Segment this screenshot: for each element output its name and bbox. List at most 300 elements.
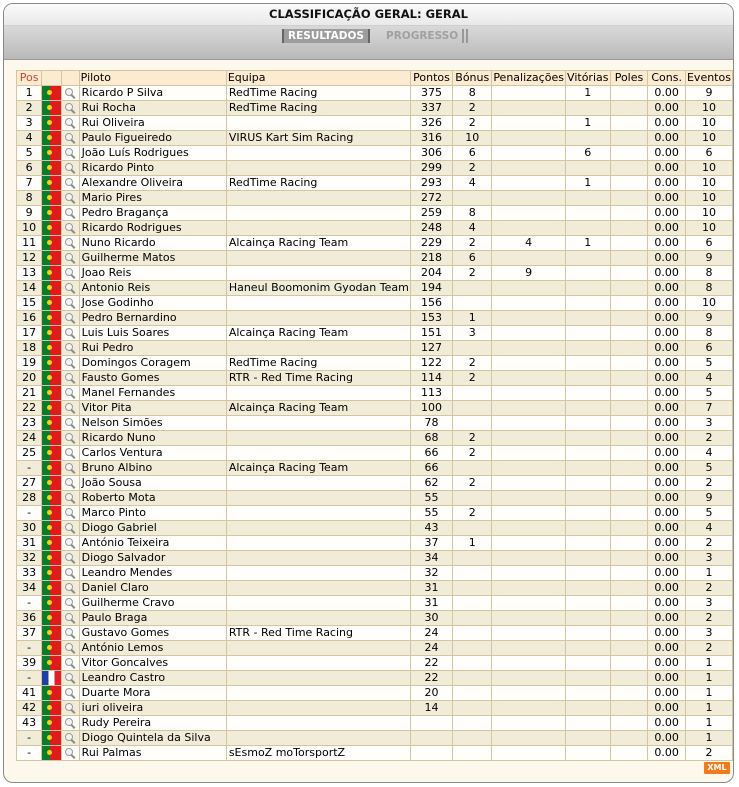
cell-piloto[interactable]: Luis Luis Soares xyxy=(79,326,226,341)
cell-vitorias xyxy=(565,161,610,176)
cell-poles xyxy=(610,161,648,176)
cell-flag xyxy=(42,641,62,656)
magnifier-icon[interactable] xyxy=(63,462,77,475)
cell-detail[interactable] xyxy=(62,416,79,431)
cell-piloto[interactable]: Diogo Salvador xyxy=(79,551,226,566)
table-row xyxy=(17,101,733,116)
col-header-flag xyxy=(42,71,62,86)
cell-piloto[interactable]: Paulo Figueiredo xyxy=(79,131,226,146)
cell-detail[interactable] xyxy=(62,431,79,446)
cell-equipa xyxy=(226,341,410,356)
standings-body xyxy=(17,86,733,761)
cell-detail[interactable] xyxy=(62,101,79,116)
flag-portugal-icon xyxy=(42,251,61,265)
cell-piloto[interactable]: António Teixeira xyxy=(79,536,226,551)
cell-piloto[interactable]: Rudy Pereira xyxy=(79,716,226,731)
magnifier-icon[interactable] xyxy=(63,642,77,655)
cell-eventos: 1 xyxy=(685,731,732,746)
cell-penalizacoes xyxy=(492,746,566,761)
flag-portugal-icon xyxy=(42,176,61,190)
cell-detail[interactable] xyxy=(62,686,79,701)
cell-detail[interactable] xyxy=(62,716,79,731)
cell-pontos: 43 xyxy=(410,521,452,536)
col-header-pontos[interactable]: Pontos xyxy=(410,71,452,86)
cell-eventos: 2 xyxy=(685,536,732,551)
cell-vitorias xyxy=(565,461,610,476)
tab-progresso[interactable]: PROGRESSO xyxy=(382,29,464,43)
cell-equipa xyxy=(226,566,410,581)
magnifier-icon[interactable] xyxy=(63,522,77,535)
cell-penalizacoes xyxy=(492,566,566,581)
flag-portugal-icon xyxy=(42,191,61,205)
cell-pos: 30 xyxy=(17,521,42,536)
cell-flag xyxy=(42,101,62,116)
cell-detail[interactable] xyxy=(62,356,79,371)
cell-penalizacoes xyxy=(492,206,566,221)
flag-portugal-icon xyxy=(42,266,61,280)
cell-piloto[interactable]: Carlos Ventura xyxy=(79,446,226,461)
cell-pos: 20 xyxy=(17,371,42,386)
cell-poles xyxy=(610,656,648,671)
cell-detail[interactable] xyxy=(62,281,79,296)
cell-eventos: 5 xyxy=(685,356,732,371)
cell-poles xyxy=(610,146,648,161)
cell-equipa xyxy=(226,446,410,461)
cell-equipa: VIRUS Kart Sim Racing xyxy=(226,131,410,146)
cell-cons: 0.00 xyxy=(648,716,686,731)
cell-piloto[interactable]: Leandro Mendes xyxy=(79,566,226,581)
cell-eventos: 10 xyxy=(685,296,732,311)
cell-piloto[interactable]: João Luís Rodrigues xyxy=(79,146,226,161)
cell-poles xyxy=(610,86,648,101)
flag-portugal-icon xyxy=(42,296,61,310)
magnifier-icon[interactable] xyxy=(63,207,77,220)
table-row xyxy=(17,251,733,266)
cell-poles xyxy=(610,176,648,191)
cell-penalizacoes xyxy=(492,701,566,716)
cell-poles xyxy=(610,521,648,536)
standings-table xyxy=(16,70,733,761)
cell-piloto[interactable]: Fausto Gomes xyxy=(79,371,226,386)
cell-equipa: Alcainça Racing Team xyxy=(226,326,410,341)
cell-equipa xyxy=(226,521,410,536)
cell-pontos: 24 xyxy=(410,641,452,656)
cell-detail[interactable] xyxy=(62,311,79,326)
cell-penalizacoes xyxy=(492,191,566,206)
cell-vitorias xyxy=(565,326,610,341)
cell-detail[interactable] xyxy=(62,296,79,311)
cell-detail[interactable] xyxy=(62,206,79,221)
cell-piloto[interactable]: Ricardo P Silva xyxy=(79,86,226,101)
cell-piloto[interactable]: Duarte Mora xyxy=(79,686,226,701)
cell-pos: 19 xyxy=(17,356,42,371)
cell-flag xyxy=(42,536,62,551)
cell-piloto[interactable]: Rui Pedro xyxy=(79,341,226,356)
table-row xyxy=(17,581,733,596)
cell-piloto[interactable]: Marco Pinto xyxy=(79,506,226,521)
magnifier-icon[interactable] xyxy=(63,552,77,565)
cell-detail[interactable] xyxy=(62,476,79,491)
cell-piloto[interactable]: Ricardo Pinto xyxy=(79,161,226,176)
cell-penalizacoes xyxy=(492,281,566,296)
col-header-piloto[interactable]: Piloto xyxy=(79,71,226,86)
cell-detail[interactable] xyxy=(62,521,79,536)
cell-flag xyxy=(42,131,62,146)
cell-piloto[interactable]: iuri oliveira xyxy=(79,701,226,716)
magnifier-icon[interactable] xyxy=(63,387,77,400)
cell-piloto[interactable]: Roberto Mota xyxy=(79,491,226,506)
cell-detail[interactable] xyxy=(62,221,79,236)
cell-pontos: 55 xyxy=(410,506,452,521)
cell-piloto[interactable]: Ricardo Rodrigues xyxy=(79,221,226,236)
cell-vitorias: 1 xyxy=(565,116,610,131)
cell-piloto[interactable]: António Lemos xyxy=(79,641,226,656)
cell-cons: 0.00 xyxy=(648,626,686,641)
magnifier-icon[interactable] xyxy=(63,312,77,325)
magnifier-icon[interactable] xyxy=(63,657,77,670)
cell-detail[interactable] xyxy=(62,746,79,761)
cell-piloto[interactable]: Leandro Castro xyxy=(79,671,226,686)
flag-portugal-icon xyxy=(42,116,61,130)
cell-detail[interactable] xyxy=(62,341,79,356)
cell-bonus xyxy=(453,746,492,761)
cell-pontos: 20 xyxy=(410,686,452,701)
cell-detail[interactable] xyxy=(62,581,79,596)
cell-detail[interactable] xyxy=(62,491,79,506)
cell-pos: 31 xyxy=(17,536,42,551)
cell-equipa xyxy=(226,191,410,206)
cell-cons: 0.00 xyxy=(648,86,686,101)
cell-detail[interactable] xyxy=(62,86,79,101)
cell-cons: 0.00 xyxy=(648,281,686,296)
cell-pos: 27 xyxy=(17,476,42,491)
table-row xyxy=(17,161,733,176)
cell-piloto[interactable]: Pedro Bragança xyxy=(79,206,226,221)
magnifier-icon[interactable] xyxy=(63,177,77,190)
cell-pontos: 31 xyxy=(410,581,452,596)
flag-portugal-icon xyxy=(42,476,61,490)
cell-eventos: 4 xyxy=(685,446,732,461)
magnifier-icon[interactable] xyxy=(63,267,77,280)
cell-piloto[interactable]: Alexandre Oliveira xyxy=(79,176,226,191)
magnifier-icon[interactable] xyxy=(63,132,77,145)
cell-pos: 5 xyxy=(17,146,42,161)
cell-pos: 8 xyxy=(17,191,42,206)
magnifier-icon[interactable] xyxy=(63,297,77,310)
cell-poles xyxy=(610,596,648,611)
cell-equipa xyxy=(226,431,410,446)
cell-detail[interactable] xyxy=(62,131,79,146)
cell-cons: 0.00 xyxy=(648,746,686,761)
magnifier-icon[interactable] xyxy=(63,282,77,295)
cell-piloto[interactable]: Guilherme Matos xyxy=(79,251,226,266)
magnifier-icon[interactable] xyxy=(63,687,77,700)
cell-pontos: 30 xyxy=(410,611,452,626)
cell-pos: 25 xyxy=(17,446,42,461)
cell-flag xyxy=(42,416,62,431)
cell-pos: 3 xyxy=(17,116,42,131)
cell-bonus xyxy=(453,626,492,641)
magnifier-icon[interactable] xyxy=(63,102,77,115)
flag-portugal-icon xyxy=(42,656,61,670)
cell-piloto[interactable]: João Sousa xyxy=(79,476,226,491)
cell-penalizacoes xyxy=(492,521,566,536)
cell-pos: 21 xyxy=(17,386,42,401)
cell-bonus: 6 xyxy=(453,251,492,266)
cell-piloto[interactable]: Antonio Reis xyxy=(79,281,226,296)
cell-cons: 0.00 xyxy=(648,476,686,491)
cell-poles xyxy=(610,221,648,236)
cell-detail[interactable] xyxy=(62,446,79,461)
cell-piloto[interactable]: Diogo Quintela da Silva xyxy=(79,731,226,746)
cell-detail[interactable] xyxy=(62,626,79,641)
magnifier-icon[interactable] xyxy=(63,447,77,460)
cell-bonus: 2 xyxy=(453,476,492,491)
cell-cons: 0.00 xyxy=(648,491,686,506)
cell-penalizacoes xyxy=(492,416,566,431)
cell-pontos: 22 xyxy=(410,671,452,686)
magnifier-icon[interactable] xyxy=(63,627,77,640)
flag-portugal-icon xyxy=(42,566,61,580)
cell-detail[interactable] xyxy=(62,251,79,266)
cell-piloto[interactable]: Jose Godinho xyxy=(79,296,226,311)
cell-vitorias xyxy=(565,716,610,731)
magnifier-icon[interactable] xyxy=(63,357,77,370)
cell-cons: 0.00 xyxy=(648,371,686,386)
cell-bonus xyxy=(453,281,492,296)
cell-detail[interactable] xyxy=(62,176,79,191)
cell-detail[interactable] xyxy=(62,551,79,566)
cell-detail[interactable] xyxy=(62,116,79,131)
magnifier-icon[interactable] xyxy=(63,87,77,100)
cell-detail[interactable] xyxy=(62,371,79,386)
cell-piloto[interactable]: Bruno Albino xyxy=(79,461,226,476)
cell-eventos: 6 xyxy=(685,341,732,356)
magnifier-icon[interactable] xyxy=(63,222,77,235)
cell-detail[interactable] xyxy=(62,266,79,281)
cell-pontos: 68 xyxy=(410,431,452,446)
cell-pos: 36 xyxy=(17,611,42,626)
flag-portugal-icon xyxy=(42,611,61,625)
magnifier-icon[interactable] xyxy=(63,507,77,520)
cell-equipa xyxy=(226,731,410,746)
cell-bonus xyxy=(453,416,492,431)
magnifier-icon[interactable] xyxy=(63,327,77,340)
cell-piloto[interactable]: Daniel Claro xyxy=(79,581,226,596)
cell-piloto[interactable]: Joao Reis xyxy=(79,266,226,281)
magnifier-icon[interactable] xyxy=(63,477,77,490)
cell-piloto[interactable]: Guilherme Cravo xyxy=(79,596,226,611)
cell-detail[interactable] xyxy=(62,701,79,716)
cell-eventos: 5 xyxy=(685,386,732,401)
cell-pos: 39 xyxy=(17,656,42,671)
cell-piloto[interactable]: Nelson Simões xyxy=(79,416,226,431)
cell-eventos: 10 xyxy=(685,131,732,146)
cell-piloto[interactable]: Rui Rocha xyxy=(79,101,226,116)
magnifier-icon[interactable] xyxy=(63,747,77,760)
cell-detail[interactable] xyxy=(62,401,79,416)
cell-piloto[interactable]: Vitor Pita xyxy=(79,401,226,416)
cell-detail[interactable] xyxy=(62,161,79,176)
cell-bonus xyxy=(453,491,492,506)
cell-pontos: 14 xyxy=(410,701,452,716)
cell-piloto[interactable]: Vitor Goncalves xyxy=(79,656,226,671)
cell-equipa xyxy=(226,296,410,311)
cell-detail[interactable] xyxy=(62,641,79,656)
table-row xyxy=(17,461,733,476)
cell-piloto[interactable]: Diogo Gabriel xyxy=(79,521,226,536)
col-header-penalizacoes[interactable]: Penalizações xyxy=(493,71,564,84)
cell-detail[interactable] xyxy=(62,191,79,206)
magnifier-icon[interactable] xyxy=(63,402,77,415)
cell-equipa: Haneul Boomonim Gyodan Team xyxy=(226,281,410,296)
col-header-eventos[interactable]: Eventos xyxy=(686,71,731,84)
col-header-pos[interactable]: Pos xyxy=(17,71,42,86)
cell-detail[interactable] xyxy=(62,596,79,611)
cell-eventos: 3 xyxy=(685,596,732,611)
tab-resultados[interactable]: RESULTADOS xyxy=(282,29,370,43)
magnifier-icon[interactable] xyxy=(63,702,77,715)
cell-equipa xyxy=(226,386,410,401)
magnifier-icon[interactable] xyxy=(63,732,77,745)
cell-bonus: 2 xyxy=(453,446,492,461)
cell-bonus xyxy=(453,341,492,356)
cell-pos: - xyxy=(17,746,42,761)
cell-penalizacoes xyxy=(492,326,566,341)
cell-piloto[interactable]: Domingos Coragem xyxy=(79,356,226,371)
cell-piloto[interactable]: Gustavo Gomes xyxy=(79,626,226,641)
magnifier-icon[interactable] xyxy=(63,147,77,160)
col-header-equipa[interactable]: Equipa xyxy=(226,71,410,86)
cell-eventos: 4 xyxy=(685,521,732,536)
cell-flag xyxy=(42,746,62,761)
cell-piloto[interactable]: Pedro Bernardino xyxy=(79,311,226,326)
magnifier-icon[interactable] xyxy=(63,612,77,625)
magnifier-icon[interactable] xyxy=(63,192,77,205)
cell-detail[interactable] xyxy=(62,326,79,341)
magnifier-icon[interactable] xyxy=(63,717,77,730)
cell-detail[interactable] xyxy=(62,386,79,401)
cell-piloto[interactable]: Ricardo Nuno xyxy=(79,431,226,446)
cell-penalizacoes xyxy=(492,551,566,566)
xml-export-button[interactable]: XML xyxy=(704,762,730,774)
cell-poles xyxy=(610,731,648,746)
magnifier-icon[interactable] xyxy=(63,597,77,610)
cell-poles xyxy=(610,506,648,521)
cell-detail[interactable] xyxy=(62,566,79,581)
cell-penalizacoes xyxy=(492,581,566,596)
cell-penalizacoes xyxy=(492,341,566,356)
cell-pontos: 114 xyxy=(410,371,452,386)
magnifier-icon[interactable] xyxy=(63,417,77,430)
magnifier-icon[interactable] xyxy=(63,492,77,505)
cell-equipa xyxy=(226,551,410,566)
cell-piloto[interactable]: Nuno Ricardo xyxy=(79,236,226,251)
tab-bar xyxy=(4,26,733,60)
table-row xyxy=(17,431,733,446)
magnifier-icon[interactable] xyxy=(63,162,77,175)
cell-eventos: 8 xyxy=(685,281,732,296)
cell-cons: 0.00 xyxy=(648,191,686,206)
flag-portugal-icon xyxy=(42,311,61,325)
cell-detail[interactable] xyxy=(62,611,79,626)
cell-poles xyxy=(610,266,648,281)
cell-vitorias xyxy=(565,356,610,371)
magnifier-icon[interactable] xyxy=(63,672,77,685)
cell-flag xyxy=(42,476,62,491)
cell-piloto[interactable]: Paulo Braga xyxy=(79,611,226,626)
cell-bonus xyxy=(453,671,492,686)
cell-flag xyxy=(42,296,62,311)
tab-divider xyxy=(466,29,468,43)
cell-cons: 0.00 xyxy=(648,506,686,521)
cell-vitorias xyxy=(565,566,610,581)
cell-cons: 0.00 xyxy=(648,116,686,131)
magnifier-icon[interactable] xyxy=(63,237,77,250)
cell-detail[interactable] xyxy=(62,506,79,521)
table-row xyxy=(17,206,733,221)
table-row xyxy=(17,356,733,371)
col-header-poles[interactable]: Poles xyxy=(610,71,648,86)
cell-detail[interactable] xyxy=(62,671,79,686)
cell-cons: 0.00 xyxy=(648,701,686,716)
cell-detail[interactable] xyxy=(62,146,79,161)
cell-flag xyxy=(42,176,62,191)
cell-vitorias xyxy=(565,686,610,701)
cell-flag xyxy=(42,581,62,596)
table-row xyxy=(17,146,733,161)
magnifier-icon[interactable] xyxy=(63,117,77,130)
cell-piloto[interactable]: Mario Pires xyxy=(79,191,226,206)
cell-piloto[interactable]: Rui Oliveira xyxy=(79,116,226,131)
window-title: CLASSIFICAÇÃO GERAL: GERAL xyxy=(4,4,733,26)
cell-eventos: 9 xyxy=(685,311,732,326)
cell-poles xyxy=(610,206,648,221)
cell-detail[interactable] xyxy=(62,656,79,671)
flag-portugal-icon xyxy=(42,101,61,115)
table-row xyxy=(17,551,733,566)
cell-cons: 0.00 xyxy=(648,731,686,746)
cell-eventos: 10 xyxy=(685,206,732,221)
cell-piloto[interactable]: Rui Palmas xyxy=(79,746,226,761)
cell-detail[interactable] xyxy=(62,731,79,746)
cell-flag xyxy=(42,596,62,611)
magnifier-icon[interactable] xyxy=(63,582,77,595)
col-header-cons[interactable]: Cons. xyxy=(648,71,686,86)
cell-equipa xyxy=(226,671,410,686)
cell-bonus xyxy=(453,731,492,746)
magnifier-icon[interactable] xyxy=(63,432,77,445)
cell-detail[interactable] xyxy=(62,536,79,551)
cell-detail[interactable] xyxy=(62,461,79,476)
magnifier-icon[interactable] xyxy=(63,567,77,580)
magnifier-icon[interactable] xyxy=(63,537,77,550)
cell-piloto[interactable]: Manel Fernandes xyxy=(79,386,226,401)
magnifier-icon[interactable] xyxy=(63,372,77,385)
cell-flag xyxy=(42,566,62,581)
cell-bonus: 2 xyxy=(453,371,492,386)
magnifier-icon[interactable] xyxy=(63,342,77,355)
cell-pos: 15 xyxy=(17,296,42,311)
col-header-bonus[interactable]: Bónus xyxy=(453,71,492,86)
cell-poles xyxy=(610,686,648,701)
magnifier-icon[interactable] xyxy=(63,252,77,265)
cell-pontos: 153 xyxy=(410,311,452,326)
cell-cons: 0.00 xyxy=(648,671,686,686)
cell-detail[interactable] xyxy=(62,236,79,251)
col-header-vitorias[interactable]: Vitórias xyxy=(567,71,609,84)
cell-pos: 6 xyxy=(17,161,42,176)
